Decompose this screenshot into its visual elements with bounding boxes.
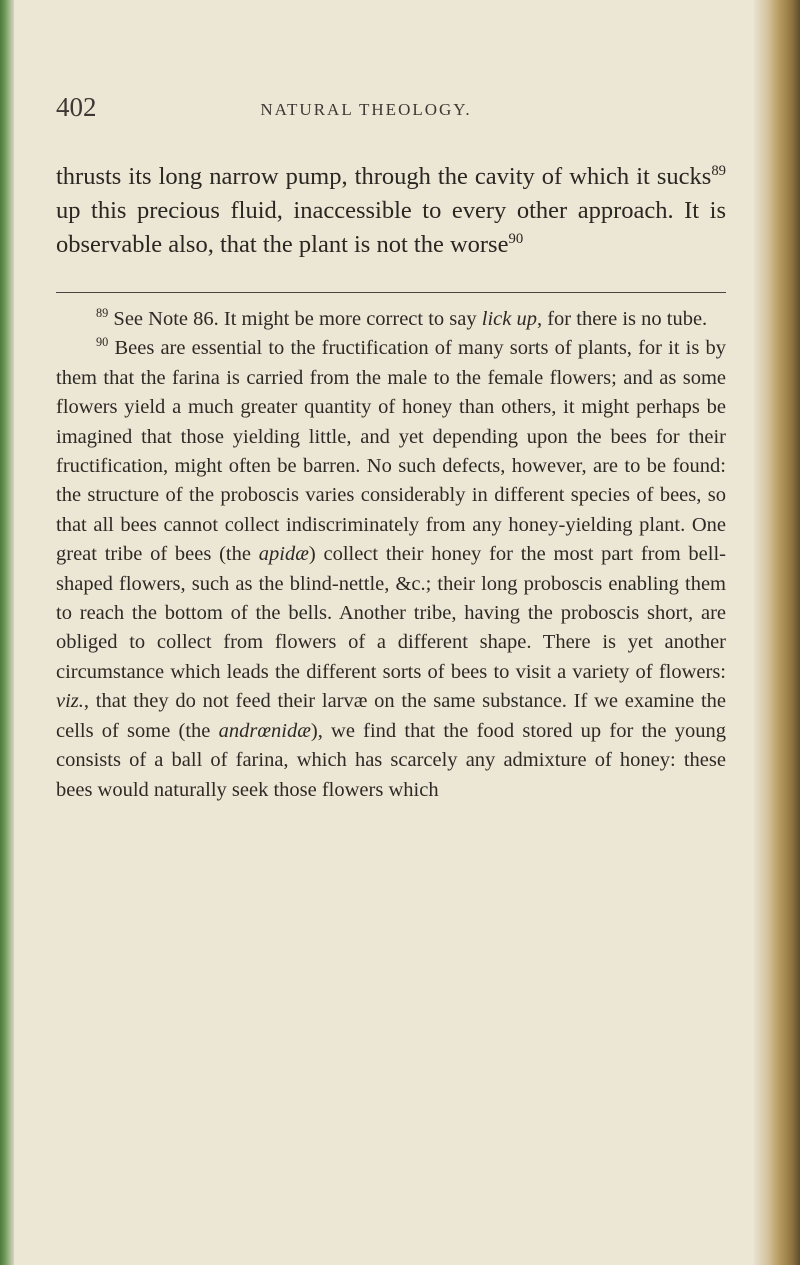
footnote-italic: apidæ [258,543,309,566]
footnote-italic: viz. [56,690,84,713]
footnote-text: ), we find that the food stored up for the young consists of a ball of farina, which has scarcely any admixture of honey: these bees would naturally seek those flowers which [56,719,726,801]
footnote-reference-89: 89 [711,162,726,179]
footnote-text: ) collect their honey for the most part from bell-shaped flowers, such as the blind-nettle, &c.; their long proboscis enabling them to reach the bottom of the bells. Another tribe, having the proboscis short, are obliged to collect from flowers of a different shape. There is yet another circumstance which leads the different sorts of bees to visit a variety of flowers: [56,543,726,683]
footnote-text: , for there is no tube. [536,308,708,330]
book-spine-edge [754,0,800,1265]
footnote-italic: lick up [481,308,537,330]
main-body-text [56,160,726,262]
footnote-divider [56,292,726,293]
body-text-segment: up this precious fluid, inaccessible to every other approach. It is observable also, that the plant is not the worse [56,197,726,258]
book-page [14,0,754,1265]
footnotes [56,305,726,805]
footnote-italic: andrœnidæ [218,719,311,742]
body-text-segment: thrusts its long narrow pump, through the cavity of which it sucks [56,163,712,190]
footnote-text: Bees are essential to the fructification of many sorts of plants, for it is by them that the farina is carried from the male to the female flowers; and as some flowers yield a much greater quantity of honey than others, it might perhaps be imagined that those yielding little, and yet depending upon the bees for their fructification, might often be barren. No such defects, however, are to be found: the structure of the proboscis varies considerably in different species of bees, so that all bees cannot collect indiscriminately from any honey-yielding plant. One great tribe of bees (the [56,337,726,566]
book-binding-edge [0,0,14,1265]
running-head [56,92,676,132]
running-title: NATURAL THEOLOGY. [260,100,472,119]
footnote-89 [56,305,726,334]
page-number: 402 [56,92,97,122]
footnote-text: , that they do not feed their larvæ on the same substance. If we examine the cells of some (the [56,690,726,742]
footnote-number: 90 [96,335,109,350]
footnote-text: See Note 86. It might be more correct to say [108,308,482,330]
footnote-reference-90: 90 [508,230,524,247]
footnote-90 [56,334,726,805]
footnote-number: 89 [96,306,109,321]
